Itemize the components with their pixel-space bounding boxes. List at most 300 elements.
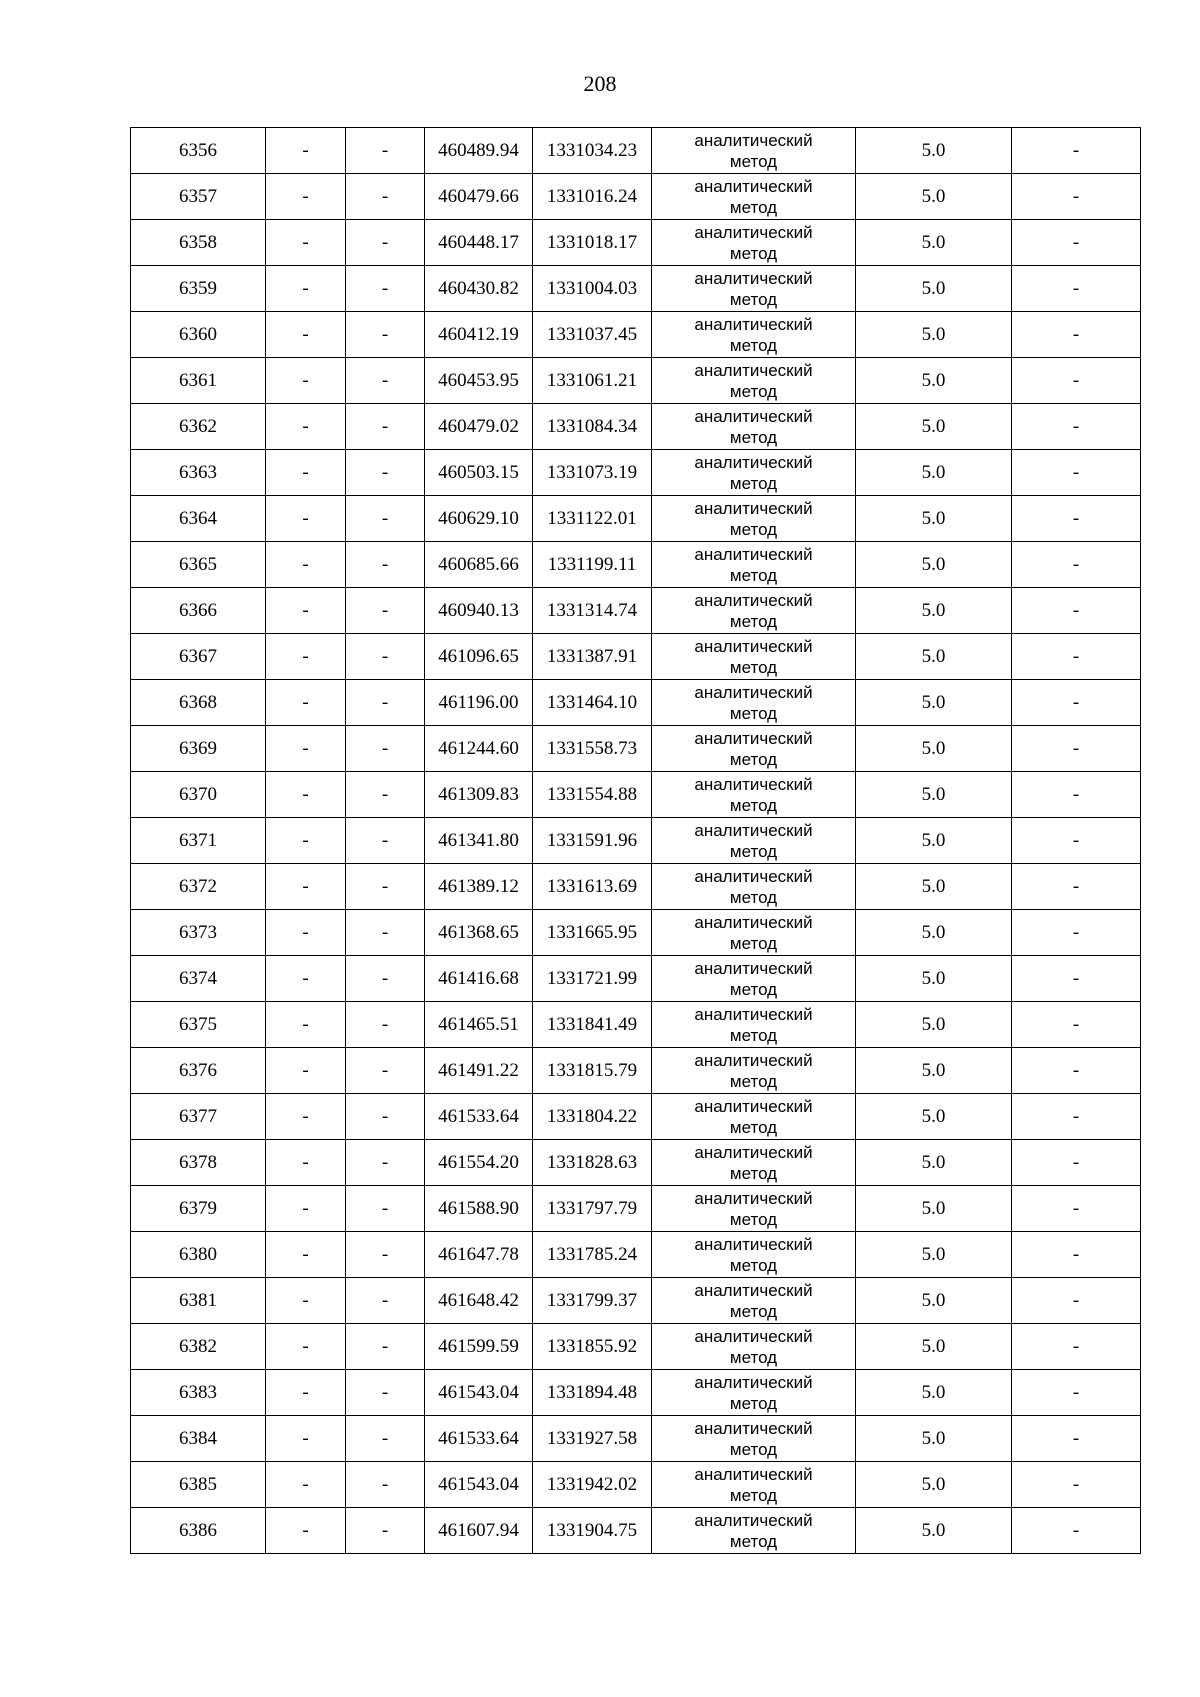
cell-y-coordinate: 1331199.11 [533,542,652,588]
cell-accuracy: 5.0 [856,1278,1012,1324]
cell-x-coordinate: 460503.15 [425,450,533,496]
cell-empty-b: - [346,220,425,266]
cell-accuracy: 5.0 [856,726,1012,772]
table-row [131,772,1141,818]
cell-empty-c: - [1012,542,1141,588]
table-row [131,1324,1141,1370]
cell-accuracy: 5.0 [856,266,1012,312]
cell-point-number: 6385 [131,1462,266,1508]
cell-point-number: 6371 [131,818,266,864]
table-row [131,1370,1141,1416]
method-line: аналитический [694,1142,813,1162]
cell-method [652,726,856,772]
cell-empty-b: - [346,1002,425,1048]
cell-empty-a: - [266,1370,346,1416]
table-row [131,220,1141,266]
cell-method [652,404,856,450]
table-row [131,956,1141,1002]
method-line: метод [729,749,778,769]
table-row [131,174,1141,220]
cell-y-coordinate: 1331904.75 [533,1508,652,1554]
cell-empty-b: - [346,358,425,404]
coordinates-table [130,127,1141,1554]
cell-point-number: 6376 [131,1048,266,1094]
cell-y-coordinate: 1331073.19 [533,450,652,496]
cell-x-coordinate: 461096.65 [425,634,533,680]
method-line: метод [729,887,778,907]
method-line: аналитический [694,544,813,564]
method-line: метод [729,1393,778,1413]
cell-empty-a: - [266,956,346,1002]
method-line: аналитический [694,682,813,702]
table-row [131,1416,1141,1462]
cell-empty-c: - [1012,910,1141,956]
cell-y-coordinate: 1331828.63 [533,1140,652,1186]
method-line: аналитический [694,820,813,840]
cell-accuracy: 5.0 [856,910,1012,956]
cell-method [652,1278,856,1324]
cell-method [652,680,856,726]
method-line: аналитический [694,1464,813,1484]
cell-point-number: 6378 [131,1140,266,1186]
cell-empty-c: - [1012,1278,1141,1324]
cell-empty-c: - [1012,1186,1141,1232]
cell-y-coordinate: 1331558.73 [533,726,652,772]
cell-accuracy: 5.0 [856,1140,1012,1186]
cell-empty-a: - [266,1324,346,1370]
cell-x-coordinate: 460448.17 [425,220,533,266]
method-line: аналитический [694,268,813,288]
cell-empty-a: - [266,1416,346,1462]
cell-method [652,1186,856,1232]
cell-x-coordinate: 460685.66 [425,542,533,588]
cell-empty-a: - [266,404,346,450]
cell-empty-a: - [266,174,346,220]
cell-x-coordinate: 461647.78 [425,1232,533,1278]
cell-empty-a: - [266,680,346,726]
method-line: метод [729,1531,778,1551]
cell-x-coordinate: 461416.68 [425,956,533,1002]
cell-x-coordinate: 461533.64 [425,1094,533,1140]
table-row [131,1232,1141,1278]
table-row [131,358,1141,404]
cell-method [652,1508,856,1554]
cell-empty-b: - [346,174,425,220]
cell-point-number: 6361 [131,358,266,404]
cell-y-coordinate: 1331464.10 [533,680,652,726]
method-line: метод [729,381,778,401]
cell-empty-b: - [346,1324,425,1370]
cell-point-number: 6375 [131,1002,266,1048]
method-line: метод [729,243,778,263]
method-line: метод [729,1255,778,1275]
cell-point-number: 6368 [131,680,266,726]
cell-method [652,220,856,266]
cell-empty-b: - [346,1232,425,1278]
cell-x-coordinate: 460629.10 [425,496,533,542]
cell-empty-c: - [1012,1002,1141,1048]
method-line: аналитический [694,1234,813,1254]
cell-x-coordinate: 461599.59 [425,1324,533,1370]
cell-point-number: 6367 [131,634,266,680]
cell-empty-b: - [346,818,425,864]
cell-empty-b: - [346,634,425,680]
cell-method [652,128,856,174]
cell-empty-b: - [346,1186,425,1232]
cell-method [652,956,856,1002]
method-line: аналитический [694,176,813,196]
cell-empty-b: - [346,266,425,312]
cell-empty-b: - [346,864,425,910]
method-line: метод [729,611,778,631]
cell-x-coordinate: 461465.51 [425,1002,533,1048]
method-line: метод [729,473,778,493]
method-line: аналитический [694,1050,813,1070]
table-row [131,634,1141,680]
method-line: аналитический [694,1372,813,1392]
cell-empty-c: - [1012,1094,1141,1140]
cell-empty-c: - [1012,1416,1141,1462]
cell-point-number: 6366 [131,588,266,634]
cell-empty-c: - [1012,220,1141,266]
cell-point-number: 6374 [131,956,266,1002]
method-line: аналитический [694,590,813,610]
cell-method [652,1324,856,1370]
method-line: метод [729,151,778,171]
cell-accuracy: 5.0 [856,128,1012,174]
cell-y-coordinate: 1331591.96 [533,818,652,864]
cell-empty-b: - [346,450,425,496]
table-body [131,128,1141,1554]
cell-accuracy: 5.0 [856,1186,1012,1232]
cell-x-coordinate: 461368.65 [425,910,533,956]
cell-x-coordinate: 461309.83 [425,772,533,818]
table-row [131,1462,1141,1508]
cell-method [652,634,856,680]
cell-empty-c: - [1012,1140,1141,1186]
method-line: аналитический [694,314,813,334]
table-row [131,588,1141,634]
method-line: метод [729,1347,778,1367]
cell-method [652,1140,856,1186]
cell-empty-b: - [346,726,425,772]
cell-y-coordinate: 1331785.24 [533,1232,652,1278]
cell-empty-c: - [1012,634,1141,680]
cell-empty-a: - [266,1232,346,1278]
method-line: аналитический [694,1004,813,1024]
cell-empty-a: - [266,450,346,496]
cell-empty-c: - [1012,1324,1141,1370]
method-line: метод [729,519,778,539]
cell-empty-a: - [266,726,346,772]
cell-y-coordinate: 1331841.49 [533,1002,652,1048]
cell-accuracy: 5.0 [856,450,1012,496]
cell-empty-a: - [266,1048,346,1094]
cell-accuracy: 5.0 [856,220,1012,266]
cell-y-coordinate: 1331613.69 [533,864,652,910]
cell-point-number: 6373 [131,910,266,956]
cell-empty-a: - [266,1462,346,1508]
cell-accuracy: 5.0 [856,588,1012,634]
method-line: метод [729,841,778,861]
cell-empty-a: - [266,496,346,542]
cell-point-number: 6384 [131,1416,266,1462]
table-row [131,1278,1141,1324]
method-line: метод [729,427,778,447]
cell-point-number: 6377 [131,1094,266,1140]
table-row [131,266,1141,312]
cell-empty-c: - [1012,128,1141,174]
cell-point-number: 6382 [131,1324,266,1370]
method-line: метод [729,1163,778,1183]
cell-point-number: 6362 [131,404,266,450]
method-line: метод [729,1439,778,1459]
table-row [131,1048,1141,1094]
cell-point-number: 6383 [131,1370,266,1416]
cell-method [652,266,856,312]
cell-empty-b: - [346,1416,425,1462]
cell-method [652,1048,856,1094]
cell-accuracy: 5.0 [856,1002,1012,1048]
cell-method [652,864,856,910]
cell-empty-c: - [1012,404,1141,450]
cell-method [652,1002,856,1048]
method-line: аналитический [694,1188,813,1208]
cell-empty-a: - [266,1186,346,1232]
cell-y-coordinate: 1331037.45 [533,312,652,358]
cell-accuracy: 5.0 [856,404,1012,450]
cell-empty-b: - [346,1048,425,1094]
method-line: метод [729,795,778,815]
cell-x-coordinate: 460430.82 [425,266,533,312]
cell-empty-a: - [266,1094,346,1140]
cell-accuracy: 5.0 [856,312,1012,358]
cell-y-coordinate: 1331665.95 [533,910,652,956]
cell-x-coordinate: 460479.66 [425,174,533,220]
cell-accuracy: 5.0 [856,956,1012,1002]
cell-y-coordinate: 1331927.58 [533,1416,652,1462]
method-line: метод [729,335,778,355]
cell-method [652,174,856,220]
method-line: аналитический [694,1418,813,1438]
cell-method [652,450,856,496]
method-line: аналитический [694,1280,813,1300]
cell-y-coordinate: 1331721.99 [533,956,652,1002]
cell-empty-c: - [1012,588,1141,634]
cell-empty-c: - [1012,312,1141,358]
cell-empty-c: - [1012,358,1141,404]
table-row [131,404,1141,450]
cell-x-coordinate: 461543.04 [425,1462,533,1508]
method-line: аналитический [694,498,813,518]
method-line: аналитический [694,360,813,380]
cell-empty-c: - [1012,266,1141,312]
table-row [131,1186,1141,1232]
cell-empty-c: - [1012,1462,1141,1508]
cell-empty-a: - [266,588,346,634]
cell-point-number: 6357 [131,174,266,220]
cell-y-coordinate: 1331314.74 [533,588,652,634]
cell-x-coordinate: 461554.20 [425,1140,533,1186]
cell-empty-c: - [1012,726,1141,772]
cell-empty-b: - [346,772,425,818]
cell-empty-a: - [266,1278,346,1324]
table-row [131,542,1141,588]
cell-y-coordinate: 1331122.01 [533,496,652,542]
cell-empty-a: - [266,910,346,956]
method-line: аналитический [694,130,813,150]
table-row [131,128,1141,174]
cell-y-coordinate: 1331387.91 [533,634,652,680]
cell-point-number: 6359 [131,266,266,312]
cell-empty-c: - [1012,864,1141,910]
cell-point-number: 6356 [131,128,266,174]
method-line: метод [729,197,778,217]
cell-empty-a: - [266,772,346,818]
cell-empty-b: - [346,1278,425,1324]
cell-method [652,358,856,404]
cell-accuracy: 5.0 [856,1048,1012,1094]
cell-method [652,1232,856,1278]
cell-accuracy: 5.0 [856,818,1012,864]
cell-y-coordinate: 1331016.24 [533,174,652,220]
cell-empty-b: - [346,542,425,588]
cell-accuracy: 5.0 [856,1324,1012,1370]
cell-empty-a: - [266,634,346,680]
cell-empty-a: - [266,312,346,358]
cell-empty-c: - [1012,1508,1141,1554]
method-line: аналитический [694,912,813,932]
cell-point-number: 6386 [131,1508,266,1554]
cell-method [652,542,856,588]
cell-y-coordinate: 1331084.34 [533,404,652,450]
cell-empty-a: - [266,1140,346,1186]
cell-empty-c: - [1012,1048,1141,1094]
cell-empty-b: - [346,588,425,634]
cell-point-number: 6372 [131,864,266,910]
cell-empty-a: - [266,542,346,588]
cell-method [652,910,856,956]
table-row [131,818,1141,864]
cell-point-number: 6360 [131,312,266,358]
cell-empty-b: - [346,956,425,1002]
method-line: метод [729,1025,778,1045]
cell-empty-c: - [1012,772,1141,818]
cell-point-number: 6358 [131,220,266,266]
method-line: метод [729,1301,778,1321]
cell-accuracy: 5.0 [856,1094,1012,1140]
cell-empty-c: - [1012,1370,1141,1416]
method-line: аналитический [694,452,813,472]
method-line: аналитический [694,222,813,242]
cell-y-coordinate: 1331815.79 [533,1048,652,1094]
cell-accuracy: 5.0 [856,496,1012,542]
cell-point-number: 6370 [131,772,266,818]
method-line: метод [729,1071,778,1091]
table-row [131,1002,1141,1048]
method-line: метод [729,1209,778,1229]
cell-x-coordinate: 460479.02 [425,404,533,450]
method-line: метод [729,1117,778,1137]
cell-accuracy: 5.0 [856,772,1012,818]
method-line: аналитический [694,636,813,656]
cell-method [652,1416,856,1462]
page-number: 208 [583,71,617,96]
method-line: аналитический [694,728,813,748]
table-row [131,680,1141,726]
cell-accuracy: 5.0 [856,542,1012,588]
cell-accuracy: 5.0 [856,1416,1012,1462]
table-row [131,450,1141,496]
cell-empty-c: - [1012,450,1141,496]
cell-x-coordinate: 461196.00 [425,680,533,726]
cell-y-coordinate: 1331004.03 [533,266,652,312]
method-line: аналитический [694,1326,813,1346]
table-row [131,1508,1141,1554]
table-row [131,726,1141,772]
cell-x-coordinate: 461491.22 [425,1048,533,1094]
cell-empty-b: - [346,1370,425,1416]
cell-method [652,312,856,358]
cell-y-coordinate: 1331018.17 [533,220,652,266]
cell-empty-b: - [346,1462,425,1508]
method-line: аналитический [694,866,813,886]
cell-empty-c: - [1012,956,1141,1002]
cell-empty-b: - [346,496,425,542]
method-line: метод [729,565,778,585]
cell-point-number: 6363 [131,450,266,496]
cell-method [652,496,856,542]
method-line: метод [729,1485,778,1505]
cell-point-number: 6369 [131,726,266,772]
cell-accuracy: 5.0 [856,864,1012,910]
cell-empty-a: - [266,128,346,174]
cell-empty-a: - [266,266,346,312]
cell-accuracy: 5.0 [856,1508,1012,1554]
cell-empty-b: - [346,312,425,358]
cell-y-coordinate: 1331797.79 [533,1186,652,1232]
cell-x-coordinate: 461607.94 [425,1508,533,1554]
table-row [131,312,1141,358]
method-line: метод [729,703,778,723]
cell-method [652,818,856,864]
cell-x-coordinate: 460940.13 [425,588,533,634]
cell-method [652,1094,856,1140]
cell-empty-b: - [346,680,425,726]
cell-method [652,588,856,634]
cell-x-coordinate: 461341.80 [425,818,533,864]
cell-y-coordinate: 1331554.88 [533,772,652,818]
cell-accuracy: 5.0 [856,634,1012,680]
cell-accuracy: 5.0 [856,1462,1012,1508]
cell-x-coordinate: 461244.60 [425,726,533,772]
cell-empty-a: - [266,1508,346,1554]
cell-method [652,1370,856,1416]
cell-x-coordinate: 460489.94 [425,128,533,174]
cell-empty-c: - [1012,496,1141,542]
cell-empty-b: - [346,910,425,956]
cell-accuracy: 5.0 [856,680,1012,726]
cell-empty-c: - [1012,174,1141,220]
cell-empty-b: - [346,1140,425,1186]
cell-empty-b: - [346,1508,425,1554]
cell-point-number: 6380 [131,1232,266,1278]
cell-point-number: 6364 [131,496,266,542]
method-line: аналитический [694,774,813,794]
method-line: аналитический [694,1096,813,1116]
table-row [131,1094,1141,1140]
cell-x-coordinate: 461389.12 [425,864,533,910]
